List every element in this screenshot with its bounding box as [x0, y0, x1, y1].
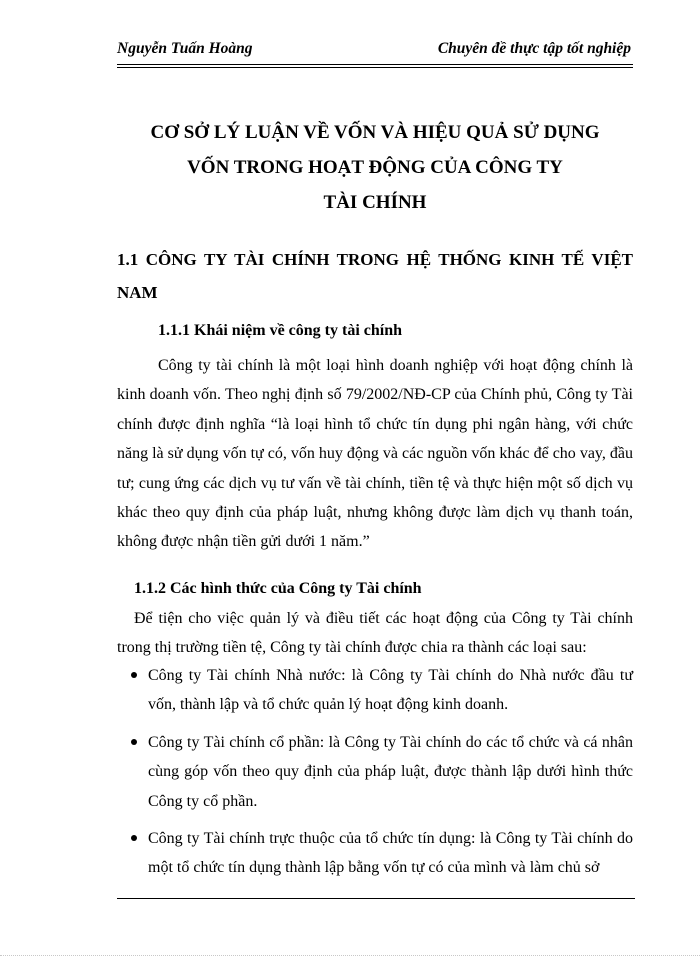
- chapter-title: [100, 115, 650, 220]
- list-item-text: Công ty Tài chính cổ phần: là Công ty Tài chính do các tổ chức và cá nhân cùng góp vốn theo quy định của pháp luật, được thành lập dưới hình thức Công ty cổ phần.: [148, 733, 633, 810]
- chapter-title-line: TÀI CHÍNH: [323, 192, 427, 213]
- paragraph-definition: Công ty tài chính là một loại hình doanh nghiệp với hoạt động chính là kinh doanh vốn. Theo nghị định số 79/2002/NĐ-CP của Chính phủ, Công ty Tài chính được định nghĩa “là loại hình tổ chức tín dụng phi ngân hàng, với chức năng là sử dụng vốn tự có, vốn huy động và các nguồn vốn khác để cho vay, đầu tư; cung ứng các dịch vụ tư vấn về tài chính, tiền tệ và thực hiện một số dịch vụ khác theo quy định của pháp luật, nhưng không được làm dịch vụ thanh toán, không được nhận tiền gửi dưới 1 năm.”: [117, 357, 633, 551]
- subsection-heading-1-1-1: 1.1.1 Khái niệm về công ty tài chính: [158, 322, 403, 339]
- header-author: Nguyễn Tuấn Hoàng: [117, 40, 253, 57]
- section-heading: [117, 243, 633, 309]
- bullet-icon: [131, 672, 137, 678]
- chapter-title-line: VỐN TRONG HOẠT ĐỘNG CỦA CÔNG TY: [187, 157, 563, 178]
- footer-divider: [117, 898, 635, 899]
- bullet-icon: [131, 835, 137, 841]
- company-types-list: [117, 661, 633, 891]
- paragraph-intro: Để tiện cho việc quản lý và điều tiết các hoạt động của Công ty Tài chính trong thị trường tiền tệ, Công ty tài chính được chia ra thành các loại sau:: [117, 610, 633, 657]
- list-item-text: Công ty Tài chính Nhà nước: là Công ty Tài chính do Nhà nước đầu tư vốn, thành lập và tổ chức quản lý hoạt động kinh doanh.: [148, 667, 633, 714]
- list-item-text: Công ty Tài chính trực thuộc của tổ chức tín dụng: là Công ty Tài chính do một tổ chức tín dụng thành lập bằng vốn tự có của mình và làm chủ sở: [148, 830, 633, 877]
- bullet-icon: [131, 739, 137, 745]
- subsection-heading-1-1-2: 1.1.2 Các hình thức của Công ty Tài chính: [134, 580, 422, 597]
- list-item: [117, 824, 633, 883]
- list-item: [117, 728, 633, 816]
- list-item: [117, 661, 633, 720]
- section-heading-line: 1.1 CÔNG TY TÀI CHÍNH TRONG HỆ THỐNG KINH TẾ VIỆT: [117, 250, 633, 269]
- page-header: [117, 38, 633, 65]
- header-doc-type: Chuyên đề thực tập tốt nghiệp: [437, 40, 631, 57]
- section-heading-line: NAM: [117, 283, 158, 302]
- chapter-title-line: CƠ SỞ LÝ LUẬN VỀ VỐN VÀ HIỆU QUẢ SỬ DỤNG: [150, 122, 600, 143]
- page-break-divider: [0, 955, 700, 956]
